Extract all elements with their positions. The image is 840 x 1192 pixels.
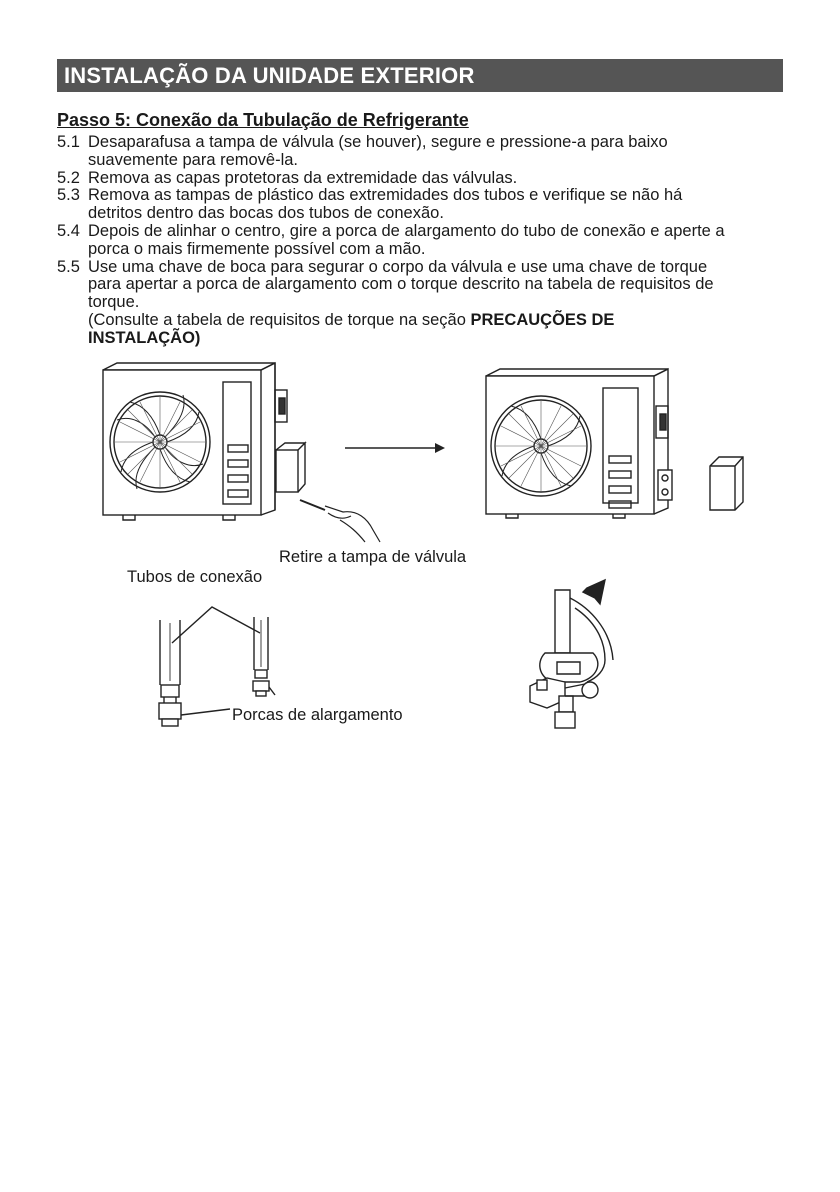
step-line: Remova as capas protetoras da extremidade das válvulas. — [88, 168, 518, 187]
step-number: 5.3 — [57, 186, 80, 205]
step-list — [57, 134, 787, 348]
step-item-5-5 — [57, 259, 787, 312]
step-item-5-3 — [57, 187, 787, 223]
step-number: 5.4 — [57, 221, 80, 240]
step-line: para apertar a porca de alargamento com o torque descrito na tabela de requisitos de — [88, 275, 714, 294]
step-number: 5.2 — [57, 168, 80, 187]
step-line: Desaparafusa a tampa de válvula (se houver), segure e pressione-a para baixo — [88, 133, 668, 151]
step-item-5-4 — [57, 223, 787, 259]
outdoor-unit-with-cap-illustration — [95, 360, 385, 545]
step-title: Passo 5: Conexão da Tubulação de Refrigerante — [57, 110, 469, 130]
remove-cap-caption: Retire a tampa de válvula — [279, 548, 467, 566]
step-number: 5.5 — [57, 257, 80, 276]
note-bold-1: PRECAUÇÕES DE — [470, 310, 615, 329]
arrow-right-icon — [345, 440, 447, 456]
step-number: 5.1 — [57, 133, 80, 151]
pipes-label: Tubos de conexão — [127, 568, 263, 586]
torque-note — [57, 312, 787, 348]
step-line: torque. — [88, 293, 140, 312]
nuts-label: Porcas de alargamento — [232, 706, 403, 724]
note-bold-2: INSTALAÇÃO) — [88, 328, 201, 347]
step-line: porca o mais firmemente possível com a mão. — [88, 239, 426, 258]
section-header: INSTALAÇÃO DA UNIDADE EXTERIOR — [57, 59, 783, 92]
step-item-5-1 — [57, 134, 787, 170]
step-line: Remova as tampas de plástico das extremidades dos tubos e verifique se não há — [88, 186, 683, 205]
step-line: Depois de alinhar o centro, gire a porca de alargamento do tubo de conexão e aperte a — [88, 221, 725, 240]
step-line: Use uma chave de boca para segurar o corpo da válvula e use uma chave de torque — [88, 257, 708, 276]
note-text: (Consulte a tabela de requisitos de torque na seção — [88, 310, 471, 329]
wrench-on-valve-illustration — [525, 578, 620, 736]
valve-cap-icon — [705, 452, 747, 514]
step-line: suavemente para removê-la. — [88, 150, 299, 169]
step-item-5-2 — [57, 170, 787, 188]
step-line: detritos dentro das bocas dos tubos de conexão. — [88, 204, 444, 223]
